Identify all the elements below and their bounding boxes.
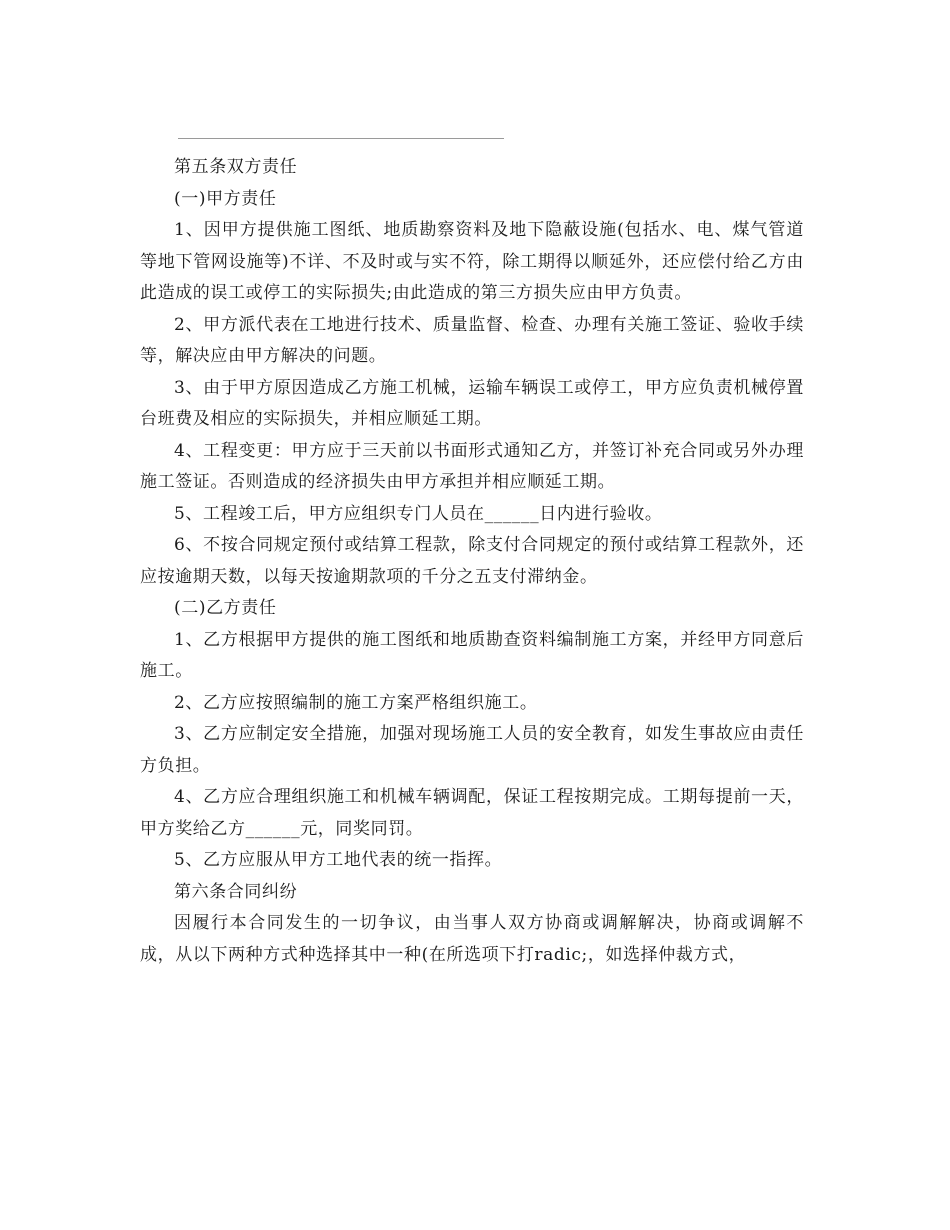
paragraph: 1、因甲方提供施工图纸、地质勘察资料及地下隐蔽设施(包括水、电、煤气管道等地下管网设施等)不详、不及时或与实不符，除工期得以顺延外，还应偿付给乙方由此造成的误工或停工的实际损失;由此造成的第三方损失应由甲方负责。 xyxy=(140,220,804,303)
paragraph: 4、乙方应合理组织施工和机械车辆调配，保证工程按期完成。工期每提前一天，甲方奖给乙方______元，同奖同罚。 xyxy=(140,787,804,839)
paragraph: 5、乙方应服从甲方工地代表的统一指挥。 xyxy=(174,850,503,870)
section-heading-5: 第五条双方责任 xyxy=(174,157,298,177)
paragraph: 5、工程竣工后，甲方应组织专门人员在______日内进行验收。 xyxy=(174,503,663,524)
paragraph: 2、乙方应按照编制的施工方案严格组织施工。 xyxy=(174,692,538,713)
subsection-heading-party-a: (一)甲方责任 xyxy=(174,188,277,209)
paragraph: 6、不按合同规定预付或结算工程款，除支付合同规定的预付或结算工程款外，还应按逾期天数，以每天按逾期款项的千分之五支付滞纳金。 xyxy=(140,535,804,587)
paragraph: 3、乙方应制定安全措施，加强对现场施工人员的安全教育，如发生事故应由责任方负担。 xyxy=(140,724,804,776)
paragraph: 2、甲方派代表在工地进行技术、质量监督、检查、办理有关施工签证、验收手续等，解决应由甲方解决的问题。 xyxy=(140,314,804,366)
section-heading-6: 第六条合同纠纷 xyxy=(174,881,298,902)
paragraph: 1、乙方根据甲方提供的施工图纸和地质勘查资料编制施工方案，并经甲方同意后施工。 xyxy=(140,629,804,681)
paragraph: 因履行本合同发生的一切争议，由当事人双方协商或调解解决，协商或调解不成，从以下两种方式种选择其中一种(在所选项下打radic;，如选择仲裁方式， xyxy=(140,913,804,965)
paragraph: 3、由于甲方原因造成乙方施工机械，运输车辆误工或停工，甲方应负责机械停置台班费及相应的实际损失，并相应顺延工期。 xyxy=(140,377,804,429)
subsection-heading-party-b: (二)乙方责任 xyxy=(174,598,277,618)
paragraph: 4、工程变更：甲方应于三天前以书面形式通知乙方，并签订补充合同或另外办理施工签证。否则造成的经济损失由甲方承担并相应顺延工期。 xyxy=(140,440,804,492)
header-divider xyxy=(178,138,504,139)
document-body xyxy=(140,152,804,971)
